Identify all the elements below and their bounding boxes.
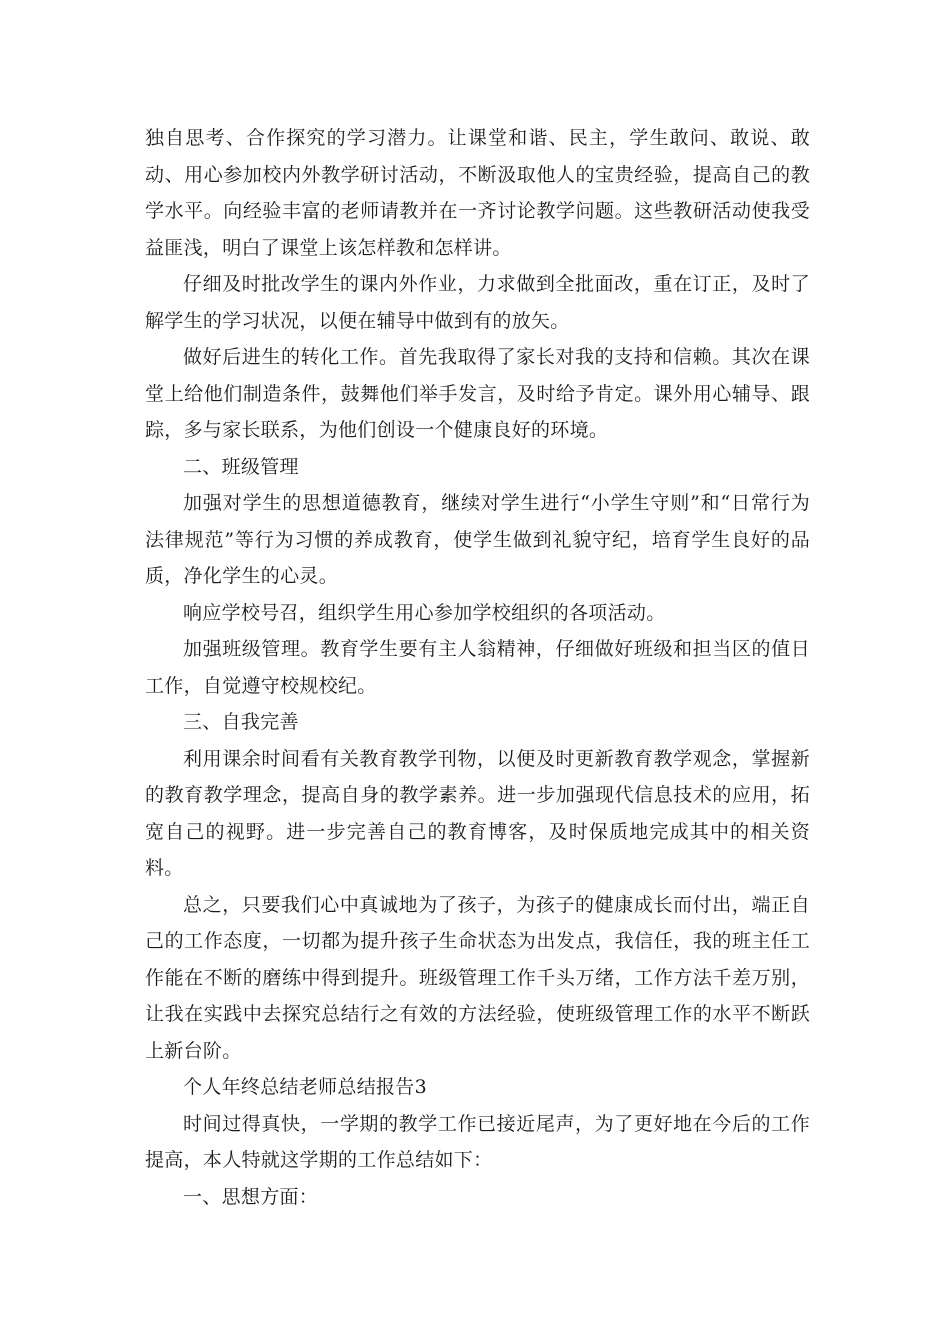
paragraph-continuation: 独自思考、合作探究的学习潜力。让课堂和谐、民主，学生敢问、敢说、敢动、用心参加校内外教学研讨活动，不断汲取他人的宝贵经验，提高自己的教学水平。向经验丰富的老师请教并在一齐讨论教学问题。这些教研活动使我受益匪浅，明白了课堂上该怎样教和怎样讲。 — [145, 127, 810, 259]
paragraph-school-activities: 响应学校号召，组织学生用心参加学校组织的各项活动。 — [183, 601, 666, 624]
report-title: 个人年终总结老师总结报告3 — [183, 1076, 427, 1098]
paragraph-moral-education: 加强对学生的思想道德教育，继续对学生进行“小学生守则”和“日常行为法律规范”等行为习惯的养成教育，使学生做到礼貌守纪，培育学生良好的品质，净化学生的心灵。 — [145, 492, 810, 587]
document-body — [145, 120, 810, 1215]
section-heading-class-management: 二、班级管理 — [183, 455, 299, 478]
paragraph-homework: 仔细及时批改学生的课内外作业，力求做到全批面改，重在订正，及时了解学生的学习状况，以便在辅导中做到有的放矢。 — [145, 273, 810, 332]
section-heading-self-improvement: 三、自我完善 — [183, 711, 299, 733]
paragraph-class-discipline: 加强班级管理。教育学生要有主人翁精神，仔细做好班级和担当区的值日工作，自觉遵守校规校纪。 — [145, 638, 810, 697]
paragraph-professional-reading: 利用课余时间看有关教育教学刊物，以便及时更新教育教学观念，掌握新的教育教学理念，提高自身的教学素养。进一步加强现代信息技术的应用，拓宽自己的视野。进一步完善自己的教育博客，及时保质地完成其中的相关资料。 — [145, 747, 810, 879]
paragraph-struggling-students: 做好后进生的转化工作。首先我取得了家长对我的支持和信赖。其次在课堂上给他们制造条件，鼓舞他们举手发言，及时给予肯定。课外用心辅导、跟踪，多与家长联系，为他们创设一个健康良好的环境。 — [145, 346, 810, 441]
paragraph-report-intro: 时间过得真快，一学期的教学工作已接近尾声，为了更好地在今后的工作提高，本人特就这学期的工作总结如下： — [145, 1112, 810, 1171]
paragraph-conclusion: 总之，只要我们心中真诚地为了孩子，为孩子的健康成长而付出，端正自己的工作态度，一切都为提升孩子生命状态为出发点，我信任，我的班主任工作能在不断的磨练中得到提升。班级管理工作千头万绪，工作方法千差万别，让我在实践中去探究总结行之有效的方法经验，使班级管理工作的水平不断跃上新台阶。 — [145, 893, 810, 1062]
section-heading-ideology: 一、思想方面： — [183, 1185, 319, 1208]
